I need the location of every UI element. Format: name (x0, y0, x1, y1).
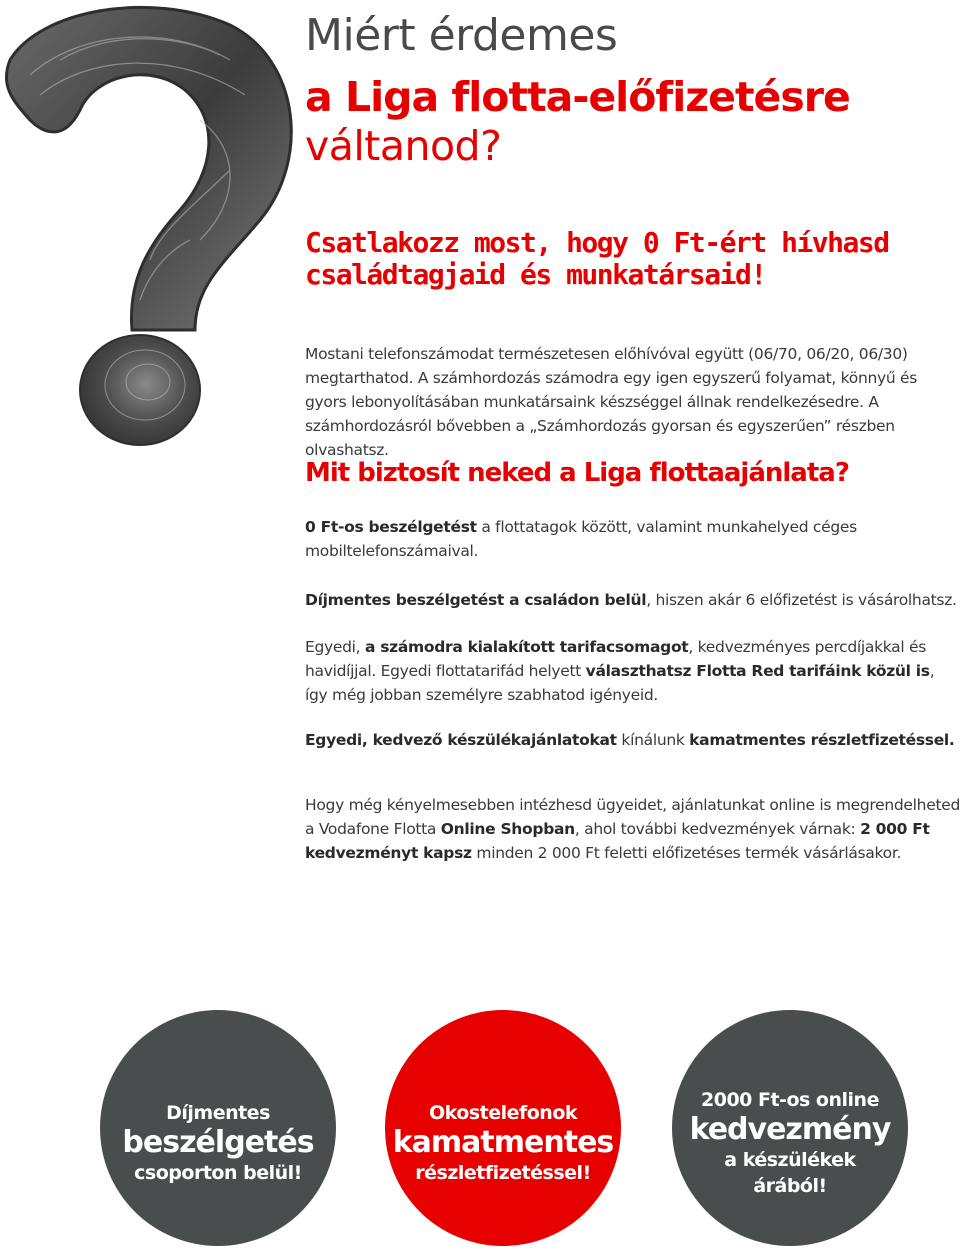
benefit-item-4-text: kínálunk (616, 731, 690, 749)
promo-circles (0, 1010, 960, 1259)
closing-text-3: minden 2 000 Ft feletti előfizetéses termék vásárlásakor. (471, 844, 902, 862)
benefit-item-1 (305, 515, 960, 563)
benefits-title: Mit biztosít neked a Liga flottaajánlata? (305, 458, 849, 488)
page-title-line-1: Miért érdemes (305, 10, 618, 61)
benefit-item-3-text-1: Egyedi, (305, 638, 365, 656)
promo-circle-smartphones (385, 1010, 621, 1246)
benefit-item-4-bold-1: Egyedi, kedvező készülékajánlatokat (305, 731, 617, 749)
page-title-line-3: váltanod? (305, 122, 502, 170)
promo-circle-online-discount (672, 1010, 908, 1246)
promo-circle-1-top: Díjmentes (166, 1102, 270, 1124)
page-title-line-2: a Liga flotta-előfizetésre (305, 73, 850, 121)
promo-circle-3-bottom: a készülékek (724, 1149, 856, 1171)
closing-text-1: Hogy még kényelmesebben intézhesd ügyeidet, ajánlatunkat online is megrendelheted a Vodafone Flotta (305, 796, 960, 838)
benefit-item-3-bold-2: választhatsz Flotta Red tarifáink közül is (585, 662, 930, 680)
subheading: Csatlakozz most, hogy 0 Ft-ért hívhasd családtagjaid és munkatársaid! (305, 226, 889, 291)
question-mark-brush-icon (0, 0, 300, 540)
closing-shop-link: Online Shopban (440, 820, 575, 838)
promo-circle-1-big: beszélgetés (122, 1125, 314, 1160)
promo-circle-2-bottom: részletfizetéssel! (415, 1162, 591, 1184)
closing-discount: 2 000 Ft kedvezményt kapsz (305, 820, 930, 862)
promo-circle-2-big: kamatmentes (392, 1125, 614, 1160)
promo-circle-2-top: Okostelefonok (428, 1102, 578, 1124)
closing-paragraph (305, 793, 960, 865)
promo-circle-3-big: kedvezmény (689, 1112, 891, 1147)
benefit-item-3-text-3: , így még jobban személyre szabhatod igényeid. (305, 662, 935, 704)
closing-text-2: , ahol további kedvezmények várnak: (574, 820, 861, 838)
benefit-item-3 (305, 635, 960, 707)
promo-circle-3-top: 2000 Ft-os online (701, 1089, 879, 1111)
benefit-item-2 (305, 588, 960, 612)
benefit-item-1-text: a flottatagok között, valamint munkahelyed céges mobiltelefonszámaival. (305, 518, 857, 560)
benefit-item-4-bold-2: kamatmentes részletfizetéssel. (689, 731, 955, 749)
benefit-item-3-text-2: , kedvezményes percdíjakkal és havidíjjal. Egyedi flottatarifád helyett (305, 638, 926, 680)
promo-circle-1-bottom: csoporton belül! (134, 1162, 302, 1184)
promo-circle-free-calls (100, 1010, 336, 1246)
benefit-item-2-bold: Díjmentes beszélgetést a családon belül (305, 591, 647, 609)
intro-paragraph: Mostani telefonszámodat természetesen előhívóval együtt (06/70, 06/20, 06/30) megtarthatod. A számhordozás számodra egy igen egyszerű folyamat, könnyű és gyors lebonyolításában munkatársaink készséggel állnak rendelkezésedre. A számhordozásról bővebben a „Számhordozás gyorsan és egyszerűen” részben olvashatsz. (305, 345, 918, 459)
benefit-item-3-bold-1: a számodra kialakított tarifacsomagot (364, 638, 689, 656)
benefit-item-4 (305, 728, 960, 752)
benefit-item-1-bold: 0 Ft-os beszélgetést (305, 518, 477, 536)
promo-circle-3-bottom-2: árából! (753, 1175, 827, 1197)
benefit-item-2-text: , hiszen akár 6 előfizetést is vásárolhatsz. (646, 591, 957, 609)
